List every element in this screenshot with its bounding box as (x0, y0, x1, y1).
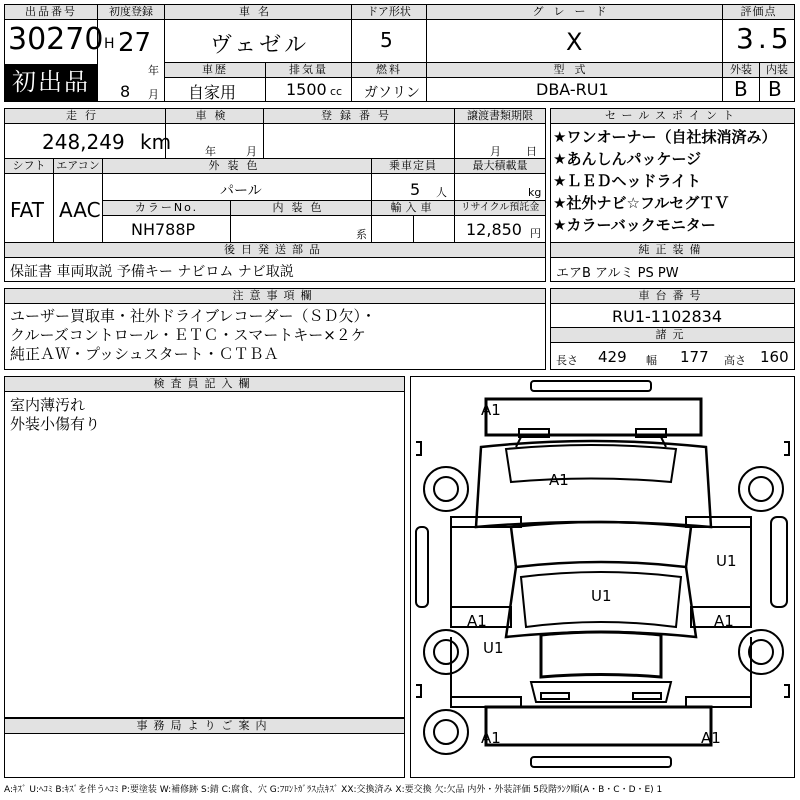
capacity-value: 5 (410, 180, 421, 199)
inspection-year-unit: 年 (205, 145, 216, 158)
fuel-value: ガソリン (364, 85, 420, 101)
equip-label: 純正装備 (551, 243, 794, 258)
reg-year-unit: 年 (148, 64, 159, 77)
ac-label: エアコン (54, 159, 102, 174)
exterior-color-value: パール (220, 183, 262, 199)
sales-list (553, 126, 776, 236)
inspection-label: 車検 (166, 109, 263, 124)
inspector-label: 検査員記入欄 (5, 377, 404, 392)
person-unit: 人 (436, 186, 447, 199)
later-parts-value: 保証書 車両取説 予備キー ナビロム ナビ取説 (10, 264, 294, 280)
damage-diagram (410, 376, 795, 778)
km-unit: km (140, 130, 172, 154)
first-listing-badge: 初出品 (5, 64, 97, 101)
model-label: 型式 (427, 63, 722, 78)
sales-label: セールスポイント (551, 109, 794, 124)
damage-mark: A1 (549, 471, 569, 489)
mileage-label: 走行 (5, 109, 165, 124)
chassis-label: 車台番号 (551, 289, 794, 304)
name-label: 車名 (165, 5, 351, 20)
width-label: 幅 (646, 354, 657, 367)
transfer-label: 譲渡書類期限 (455, 109, 545, 124)
displacement-value: 1500 (286, 80, 327, 99)
shift-value: FAT (10, 198, 45, 222)
ext-value: B (734, 77, 748, 101)
later-parts-label: 後日発送部品 (5, 243, 545, 258)
transfer-month-unit: 月 (490, 145, 501, 158)
reg-month: 8 (120, 82, 131, 101)
colorno-label: カラーNo. (103, 201, 230, 216)
inspector-lines (10, 396, 100, 434)
inspector-line: 室内薄汚れ (10, 396, 86, 414)
recycle-value: 12,850 (466, 220, 522, 239)
grade-label: グレード (427, 5, 722, 20)
sales-item: ★カラーバックモニター (553, 216, 716, 234)
door-type: 5 (380, 28, 393, 52)
history-label: 車歴 (165, 63, 265, 78)
height-label: 高さ (724, 354, 746, 367)
mileage-value: 248,249 (42, 130, 125, 154)
car-outline-diagram (411, 377, 794, 777)
reg-label: 初度登録 (98, 5, 164, 20)
ac-value: AAC (59, 198, 101, 222)
notes-line: 純正ＡＷ・プッシュスタート・ＣＴＢＡ (10, 345, 279, 363)
ext-label: 外装 (723, 63, 759, 78)
interior-color-label: 内装色 (231, 201, 371, 216)
damage-mark: A1 (701, 729, 721, 747)
inspector-line: 外装小傷有り (10, 415, 101, 433)
history-value: 自家用 (188, 83, 237, 102)
int-value: B (768, 77, 782, 101)
score-label: 評価点 (723, 5, 794, 20)
import-label: 輸入車 (372, 201, 454, 216)
car-name: ヴェゼル (210, 33, 310, 58)
notes-label: 注意事項欄 (5, 289, 545, 304)
kg-unit: kg (528, 186, 542, 199)
lot-number: 30270 (8, 22, 104, 57)
sales-item: ★ＬＥＤヘッドライト (553, 172, 701, 190)
colorno-value: NH788P (131, 220, 196, 239)
exterior-color-label: 外装色 (103, 159, 371, 174)
int-label: 内装 (760, 63, 794, 78)
load-label: 最大積載量 (455, 159, 545, 174)
damage-mark: A1 (481, 401, 501, 419)
regno-label: 登録番号 (264, 109, 454, 124)
model-value: DBA-RU1 (536, 80, 609, 99)
notes-line: クルーズコントロール・ＥＴＣ・スマートキー×２ケ (10, 326, 366, 344)
cc-unit: cc (330, 85, 343, 98)
reg-year: 27 (118, 28, 152, 58)
sales-item: ★あんしんパッケージ (553, 150, 702, 168)
grade-value: X (566, 28, 583, 56)
notes-lines (10, 307, 376, 364)
length-label: 長さ (556, 354, 578, 367)
office-label: 事務局よりご案内 (5, 719, 404, 734)
sales-item: ★社外ナビ☆フルセグＴＶ (553, 194, 730, 212)
yen-unit: 円 (530, 227, 541, 240)
damage-mark: U1 (483, 639, 504, 657)
inspection-month-unit: 月 (246, 145, 257, 158)
legend-text: A:ｷｽﾞ U:ﾍｺﾐ B:ｷｽﾞを伴うﾍｺﾐ P:要塗装 W:補修跡 S:錆 C:腐食、穴 G:ﾌﾛﾝﾄｶﾞﾗｽ点ｷｽﾞ XX:交換済み X:要交換 欠:欠品 内外・外装評価 5段階ﾗﾝｸ順(A・B・C・D・E) 1 (4, 785, 663, 795)
door-label: ドア形状 (352, 5, 426, 20)
height-value: 160 (760, 348, 789, 366)
fuel-label: 燃料 (352, 63, 426, 78)
displacement-label: 排気量 (266, 63, 351, 78)
equip-value: エアB アルミ PS PW (556, 266, 679, 281)
reg-month-unit: 月 (148, 88, 159, 101)
lot-label: 出品番号 (5, 5, 97, 20)
dims-label: 諸元 (551, 328, 794, 343)
width-value: 177 (680, 348, 709, 366)
chassis-number: RU1-1102834 (612, 307, 723, 326)
damage-mark: U1 (591, 587, 612, 605)
notes-line: ユーザー買取車・社外ドライブレコーダー（ＳＤ欠）・ (10, 307, 377, 325)
capacity-label: 乗車定員 (372, 159, 454, 174)
damage-mark: U1 (716, 552, 737, 570)
damage-mark: A1 (467, 612, 487, 630)
length-value: 429 (598, 348, 627, 366)
shift-label: シフト (5, 159, 53, 174)
score-value: 3.5 (736, 22, 793, 55)
interior-suffix: 系 (356, 228, 367, 241)
damage-mark: A1 (481, 729, 501, 747)
reg-era: H (104, 36, 115, 52)
recycle-label: リサイクル預託金 (455, 201, 545, 216)
transfer-day-unit: 日 (526, 145, 537, 158)
sales-item: ★ワンオーナー（自社抹消済み） (553, 128, 777, 146)
damage-mark: A1 (714, 612, 734, 630)
